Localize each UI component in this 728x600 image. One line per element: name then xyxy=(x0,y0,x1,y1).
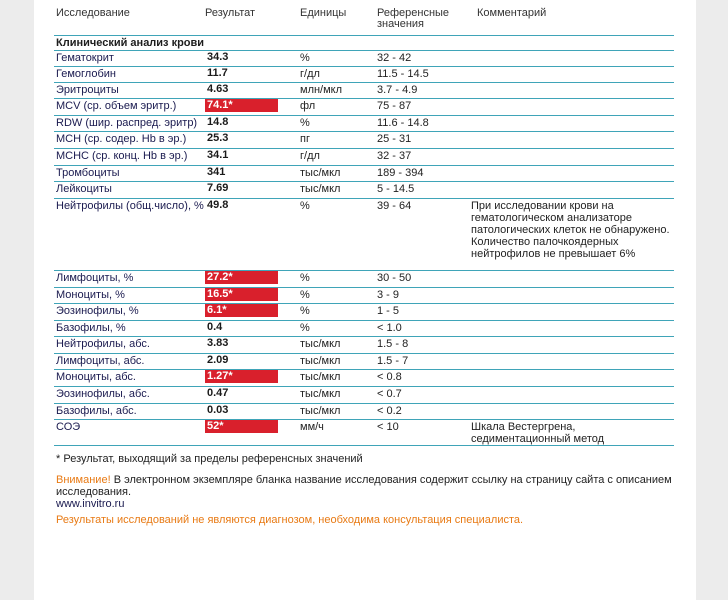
lab-report-page xyxy=(34,0,696,600)
units: млн/мкл xyxy=(300,84,343,96)
row-divider xyxy=(54,403,674,404)
reference-range: 32 - 42 xyxy=(377,52,412,64)
units: % xyxy=(300,305,310,317)
table-row xyxy=(34,303,696,320)
header-units: Единицы xyxy=(300,7,347,19)
test-name: Эозинофилы, % xyxy=(56,305,139,317)
result-value: 49.8 xyxy=(207,199,229,211)
row-divider xyxy=(54,98,674,99)
table-row xyxy=(34,181,696,198)
units: % xyxy=(300,289,310,301)
units: % xyxy=(300,52,310,64)
reference-range: < 0.7 xyxy=(377,388,402,400)
test-name: Нейтрофилы, абс. xyxy=(56,338,150,350)
test-name: Гемоглобин xyxy=(56,68,116,80)
row-divider xyxy=(54,115,674,116)
table-row xyxy=(34,50,696,66)
row-divider xyxy=(54,82,674,83)
units: тыс/мкл xyxy=(300,371,341,383)
test-name: MCHC (ср. конц. Hb в эр.) xyxy=(56,150,188,162)
test-name: Тромбоциты xyxy=(56,167,120,179)
row-divider xyxy=(54,50,674,51)
website-link[interactable]: www.invitro.ru xyxy=(56,498,125,510)
result-value-flagged: 27.2* xyxy=(205,271,278,284)
test-name: Моноциты, абс. xyxy=(56,371,136,383)
test-name: Лимфоциты, абс. xyxy=(56,355,145,367)
reference-range: < 0.2 xyxy=(377,405,402,417)
table-row xyxy=(34,148,696,165)
row-divider xyxy=(54,369,674,370)
header-comment: Комментарий xyxy=(477,7,547,19)
attention-note xyxy=(56,474,681,498)
header-test: Исследование xyxy=(56,7,130,19)
row-divider xyxy=(54,165,674,166)
test-name: Эритроциты xyxy=(56,84,119,96)
test-name: Гематокрит xyxy=(56,52,114,64)
row-divider xyxy=(54,320,674,321)
table-row xyxy=(34,386,696,403)
row-divider xyxy=(54,386,674,387)
reference-range: 189 - 394 xyxy=(377,167,424,179)
table-row xyxy=(34,270,696,287)
result-value: 25.3 xyxy=(207,132,229,144)
reference-range: 11.5 - 14.5 xyxy=(377,68,429,80)
reference-range: 1 - 5 xyxy=(377,305,400,317)
row-divider xyxy=(54,419,674,420)
table-row xyxy=(34,98,696,115)
units: % xyxy=(300,117,310,129)
result-value: 3.83 xyxy=(207,337,229,349)
result-value: 7.69 xyxy=(207,182,229,194)
row-divider xyxy=(54,336,674,337)
row-divider xyxy=(54,353,674,354)
test-name: Нейтрофилы (общ.число), % xyxy=(56,200,204,212)
reference-range: 3 - 9 xyxy=(377,289,400,301)
result-value: 14.8 xyxy=(207,116,229,128)
units: тыс/мкл xyxy=(300,355,341,367)
result-value: 34.1 xyxy=(207,149,229,161)
units: тыс/мкл xyxy=(300,405,341,417)
result-value-flagged: 52* xyxy=(205,420,278,433)
reference-range: 32 - 37 xyxy=(377,150,412,162)
table-row xyxy=(34,287,696,303)
test-name: Базофилы, % xyxy=(56,322,126,334)
test-name: Моноциты, % xyxy=(56,289,125,301)
test-name: Эозинофилы, абс. xyxy=(56,388,150,400)
test-name: MCH (ср. содер. Hb в эр.) xyxy=(56,133,187,145)
result-value: 341 xyxy=(207,166,226,178)
test-name: MCV (ср. объем эритр.) xyxy=(56,100,177,112)
table-row xyxy=(34,115,696,131)
header-reference: Референсные значения xyxy=(377,7,450,30)
row-divider xyxy=(54,445,674,446)
units: % xyxy=(300,200,310,212)
units: % xyxy=(300,322,310,334)
test-name: RDW (шир. распред. эритр) xyxy=(56,117,198,129)
table-row xyxy=(34,131,696,148)
attention-label: Внимание! xyxy=(56,474,111,486)
test-name: СОЭ xyxy=(56,421,81,433)
row-divider xyxy=(54,198,674,199)
reference-range: 25 - 31 xyxy=(377,133,412,145)
table-row xyxy=(34,66,696,82)
attention-text: В электронном экземпляре бланка название исследования содержит ссылку на страницу сайта с описанием исследования. xyxy=(56,474,672,498)
table-row xyxy=(34,336,696,353)
result-value-flagged: 1.27* xyxy=(205,370,278,383)
units: тыс/мкл xyxy=(300,388,341,400)
reference-range: 30 - 50 xyxy=(377,272,412,284)
reference-range: < 0.8 xyxy=(377,371,402,383)
comment: При исследовании крови на гематологическом анализаторе патологических клеток не обнаружено. Количество палочкоядерных нейтрофилов не превышает 6% xyxy=(471,200,670,260)
result-value-flagged: 16.5* xyxy=(205,288,278,301)
section-title: Клинический анализ крови xyxy=(56,37,205,49)
reference-range: < 1.0 xyxy=(377,322,402,334)
result-value: 4.63 xyxy=(207,83,229,95)
row-divider xyxy=(54,270,674,271)
table-row xyxy=(34,353,696,369)
table-row xyxy=(34,419,696,445)
result-value: 34.3 xyxy=(207,51,229,63)
result-value: 0.47 xyxy=(207,387,229,399)
test-name: Базофилы, абс. xyxy=(56,405,137,417)
header-result: Результат xyxy=(205,7,256,19)
result-value-flagged: 6.1* xyxy=(205,304,278,317)
units: тыс/мкл xyxy=(300,183,341,195)
row-divider xyxy=(54,66,674,67)
table-row xyxy=(34,403,696,419)
test-name: Лимфоциты, % xyxy=(56,272,134,284)
result-value: 11.7 xyxy=(207,67,228,79)
reference-range: 39 - 64 xyxy=(377,200,412,212)
reference-range: 11.6 - 14.8 xyxy=(377,117,429,129)
reference-range: 3.7 - 4.9 xyxy=(377,84,418,96)
result-value: 0.03 xyxy=(207,404,229,416)
row-divider xyxy=(54,148,674,149)
reference-range: 5 - 14.5 xyxy=(377,183,415,195)
header-divider xyxy=(54,35,674,36)
row-divider xyxy=(54,303,674,304)
reference-range: 75 - 87 xyxy=(377,100,412,112)
test-name: Лейкоциты xyxy=(56,183,112,195)
units: мм/ч xyxy=(300,421,324,433)
footnote: * Результат, выходящий за пределы референсных значений xyxy=(56,453,363,465)
units: г/дл xyxy=(300,150,320,162)
disclaimer: Результаты исследований не являются диагнозом, необходима консультация специалиста. xyxy=(56,514,524,526)
row-divider xyxy=(54,131,674,132)
reference-range: 1.5 - 7 xyxy=(377,355,409,367)
units: тыс/мкл xyxy=(300,338,341,350)
result-value: 0.4 xyxy=(207,321,223,333)
result-value: 2.09 xyxy=(207,354,229,366)
result-value-flagged: 74.1* xyxy=(205,99,278,112)
units: пг xyxy=(300,133,310,145)
row-divider xyxy=(54,287,674,288)
units: фл xyxy=(300,100,316,112)
comment: Шкала Вестергрена, седиментационный метод xyxy=(471,421,605,445)
table-row xyxy=(34,320,696,336)
units: % xyxy=(300,272,310,284)
table-row xyxy=(34,82,696,98)
table-row xyxy=(34,165,696,181)
units: г/дл xyxy=(300,68,320,80)
table-row xyxy=(34,369,696,386)
reference-range: 1.5 - 8 xyxy=(377,338,409,350)
table-row xyxy=(34,198,696,270)
row-divider xyxy=(54,181,674,182)
units: тыс/мкл xyxy=(300,167,341,179)
reference-range: < 10 xyxy=(377,421,399,433)
